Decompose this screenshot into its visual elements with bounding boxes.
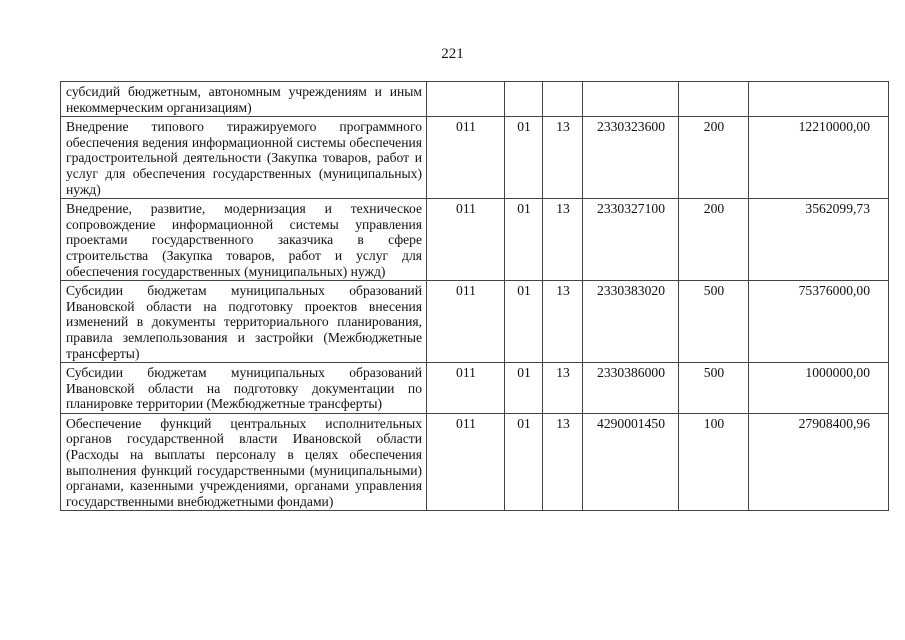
ministry-code: 011 — [427, 199, 505, 281]
section-code: 01 — [505, 413, 543, 511]
target-article-code — [583, 82, 679, 117]
section-code — [505, 82, 543, 117]
target-article-code: 2330327100 — [583, 199, 679, 281]
section-code: 01 — [505, 363, 543, 414]
table-row — [61, 117, 889, 199]
ministry-code: 011 — [427, 281, 505, 363]
ministry-code: 011 — [427, 363, 505, 414]
amount: 75376000,00 — [749, 281, 889, 363]
amount: 1000000,00 — [749, 363, 889, 414]
table-row — [61, 199, 889, 281]
subsection-code: 13 — [543, 363, 583, 414]
target-article-code: 2330386000 — [583, 363, 679, 414]
section-code: 01 — [505, 281, 543, 363]
ministry-code: 011 — [427, 117, 505, 199]
table-row — [61, 363, 889, 414]
page-number: 221 — [441, 46, 464, 62]
table-row — [61, 82, 889, 117]
expense-type-code: 500 — [679, 363, 749, 414]
ministry-code: 011 — [427, 413, 505, 511]
expense-type-code: 200 — [679, 117, 749, 199]
amount: 27908400,96 — [749, 413, 889, 511]
row-description: Внедрение, развитие, модернизация и техническое сопровождение информационной системы управления проектами государственного заказчика в сфере строительства (Закупка товаров, работ и услуг для обеспечения государственных (муниципальных) нужд) — [61, 199, 427, 281]
subsection-code: 13 — [543, 117, 583, 199]
expense-type-code: 100 — [679, 413, 749, 511]
row-description: Обеспечение функций центральных исполнительных органов государственной власти Ивановской области (Расходы на выплаты персоналу в целях обеспечения выполнения функций государственными (муниципальными) органами, казенными учреждениями, органами управления государственными внебюджетными фондами) — [61, 413, 427, 511]
expense-type-code: 200 — [679, 199, 749, 281]
table-row — [61, 281, 889, 363]
amount: 3562099,73 — [749, 199, 889, 281]
budget-table — [60, 81, 889, 511]
expense-type-code — [679, 82, 749, 117]
table-row — [61, 413, 889, 511]
section-code: 01 — [505, 117, 543, 199]
row-description: Субсидии бюджетам муниципальных образований Ивановской области на подготовку проектов внесения изменений в документы территориального планирования, правила землепользования и застройки (Межбюджетные трансферты) — [61, 281, 427, 363]
target-article-code: 2330323600 — [583, 117, 679, 199]
row-description: Внедрение типового тиражируемого программного обеспечения ведения информационной системы обеспечения градостроительной деятельности (Закупка товаров, работ и услуг для обеспечения государственных (муниципальных) нужд) — [61, 117, 427, 199]
ministry-code — [427, 82, 505, 117]
target-article-code: 4290001450 — [583, 413, 679, 511]
target-article-code: 2330383020 — [583, 281, 679, 363]
subsection-code — [543, 82, 583, 117]
amount — [749, 82, 889, 117]
row-description: Субсидии бюджетам муниципальных образований Ивановской области на подготовку документации по планировке территории (Межбюджетные трансферты) — [61, 363, 427, 414]
amount: 12210000,00 — [749, 117, 889, 199]
subsection-code: 13 — [543, 413, 583, 511]
expense-type-code: 500 — [679, 281, 749, 363]
row-description: субсидий бюджетным, автономным учреждениям и иным некоммерческим организациям) — [61, 82, 427, 117]
subsection-code: 13 — [543, 281, 583, 363]
section-code: 01 — [505, 199, 543, 281]
subsection-code: 13 — [543, 199, 583, 281]
